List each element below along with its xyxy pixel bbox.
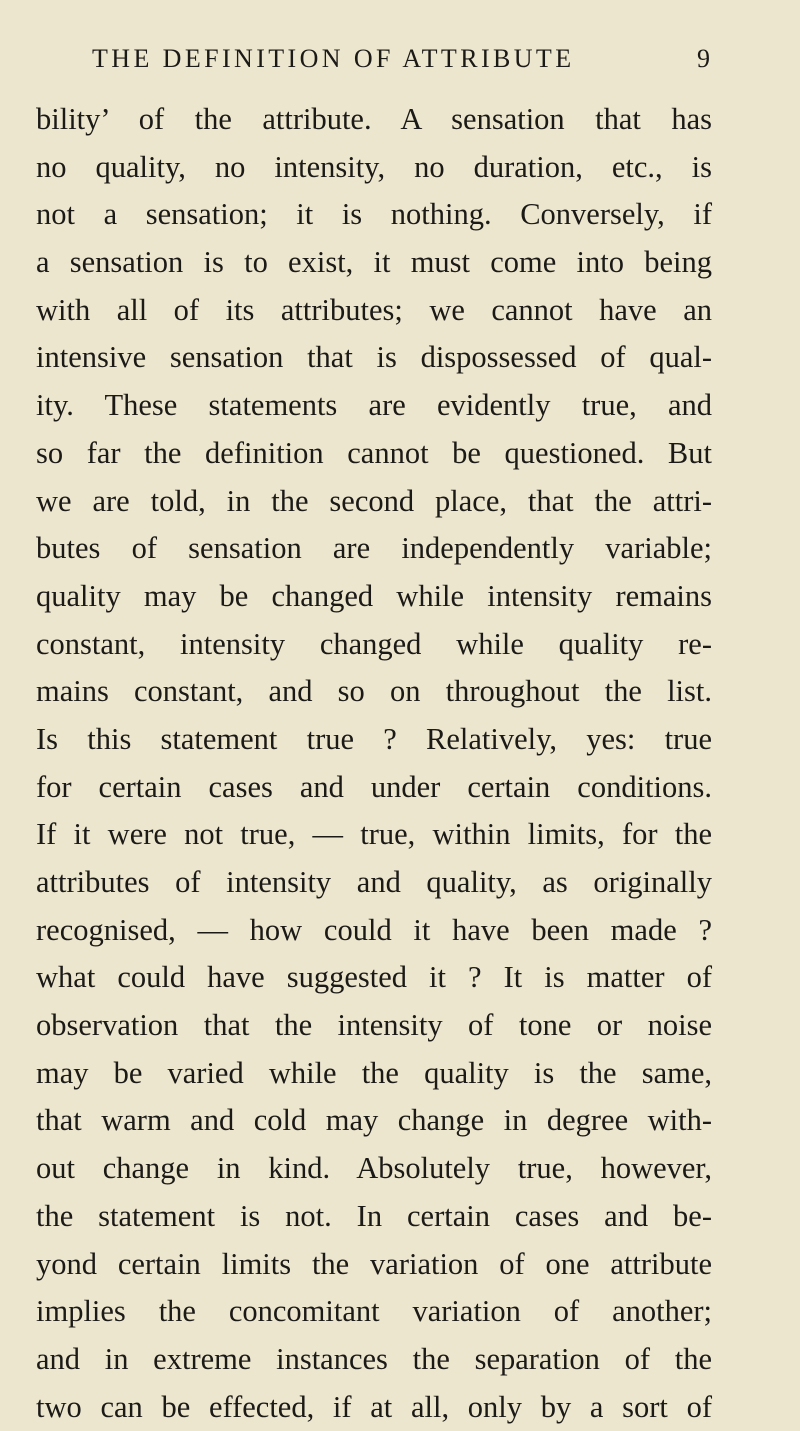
text-line: yond certain limits the variation of one attribute xyxy=(36,1246,712,1281)
running-head-title: THE DEFINITION OF ATTRIBUTE xyxy=(92,44,575,73)
text-line: If it were not true, — true, within limits, for the xyxy=(36,817,712,852)
text-line: butes of sensation are independently variable; xyxy=(36,531,712,566)
text-line: the statement is not. In certain cases and be- xyxy=(36,1198,712,1233)
text-line: mains constant, and so on throughout the list. xyxy=(36,674,712,709)
page-number: 9 xyxy=(697,44,710,73)
text-line: and in extreme instances the separation of the xyxy=(36,1341,712,1376)
text-line: implies the concomitant variation of another; xyxy=(36,1294,712,1329)
text-line: that warm and cold may change in degree with- xyxy=(36,1103,712,1138)
text-line: no quality, no intensity, no duration, etc., is xyxy=(36,149,712,184)
text-line: with all of its attributes; we cannot have an xyxy=(36,292,712,327)
text-line: we are told, in the second place, that the attri- xyxy=(36,483,712,518)
body-text xyxy=(36,96,712,1431)
text-line: bility’ of the attribute. A sensation that has xyxy=(36,102,712,136)
running-head xyxy=(92,34,710,84)
text-line: Is this statement true ? Relatively, yes: true xyxy=(36,721,712,756)
text-line: so far the definition cannot be questioned. But xyxy=(36,435,712,470)
text-line: ity. These statements are evidently true, and xyxy=(36,388,712,423)
text-line: quality may be changed while intensity remains xyxy=(36,578,712,613)
text-line: for certain cases and under certain conditions. xyxy=(36,769,712,804)
text-line: what could have suggested it ? It is matter of xyxy=(36,960,712,995)
text-line: may be varied while the quality is the same, xyxy=(36,1055,712,1090)
text-line: out change in kind. Absolutely true, however, xyxy=(36,1151,712,1186)
text-line: observation that the intensity of tone or noise xyxy=(36,1008,712,1043)
text-line: attributes of intensity and quality, as originally xyxy=(36,865,712,899)
text-line: intensive sensation that is dispossessed of qual- xyxy=(36,340,712,375)
text-line: recognised, — how could it have been made ? xyxy=(36,912,712,947)
text-line: a sensation is to exist, it must come into being xyxy=(36,245,712,280)
text-line: two can be effected, if at all, only by a sort of xyxy=(36,1389,712,1424)
text-line: constant, intensity changed while quality re- xyxy=(36,626,712,661)
text-line: not a sensation; it is nothing. Conversely, if xyxy=(36,197,712,232)
